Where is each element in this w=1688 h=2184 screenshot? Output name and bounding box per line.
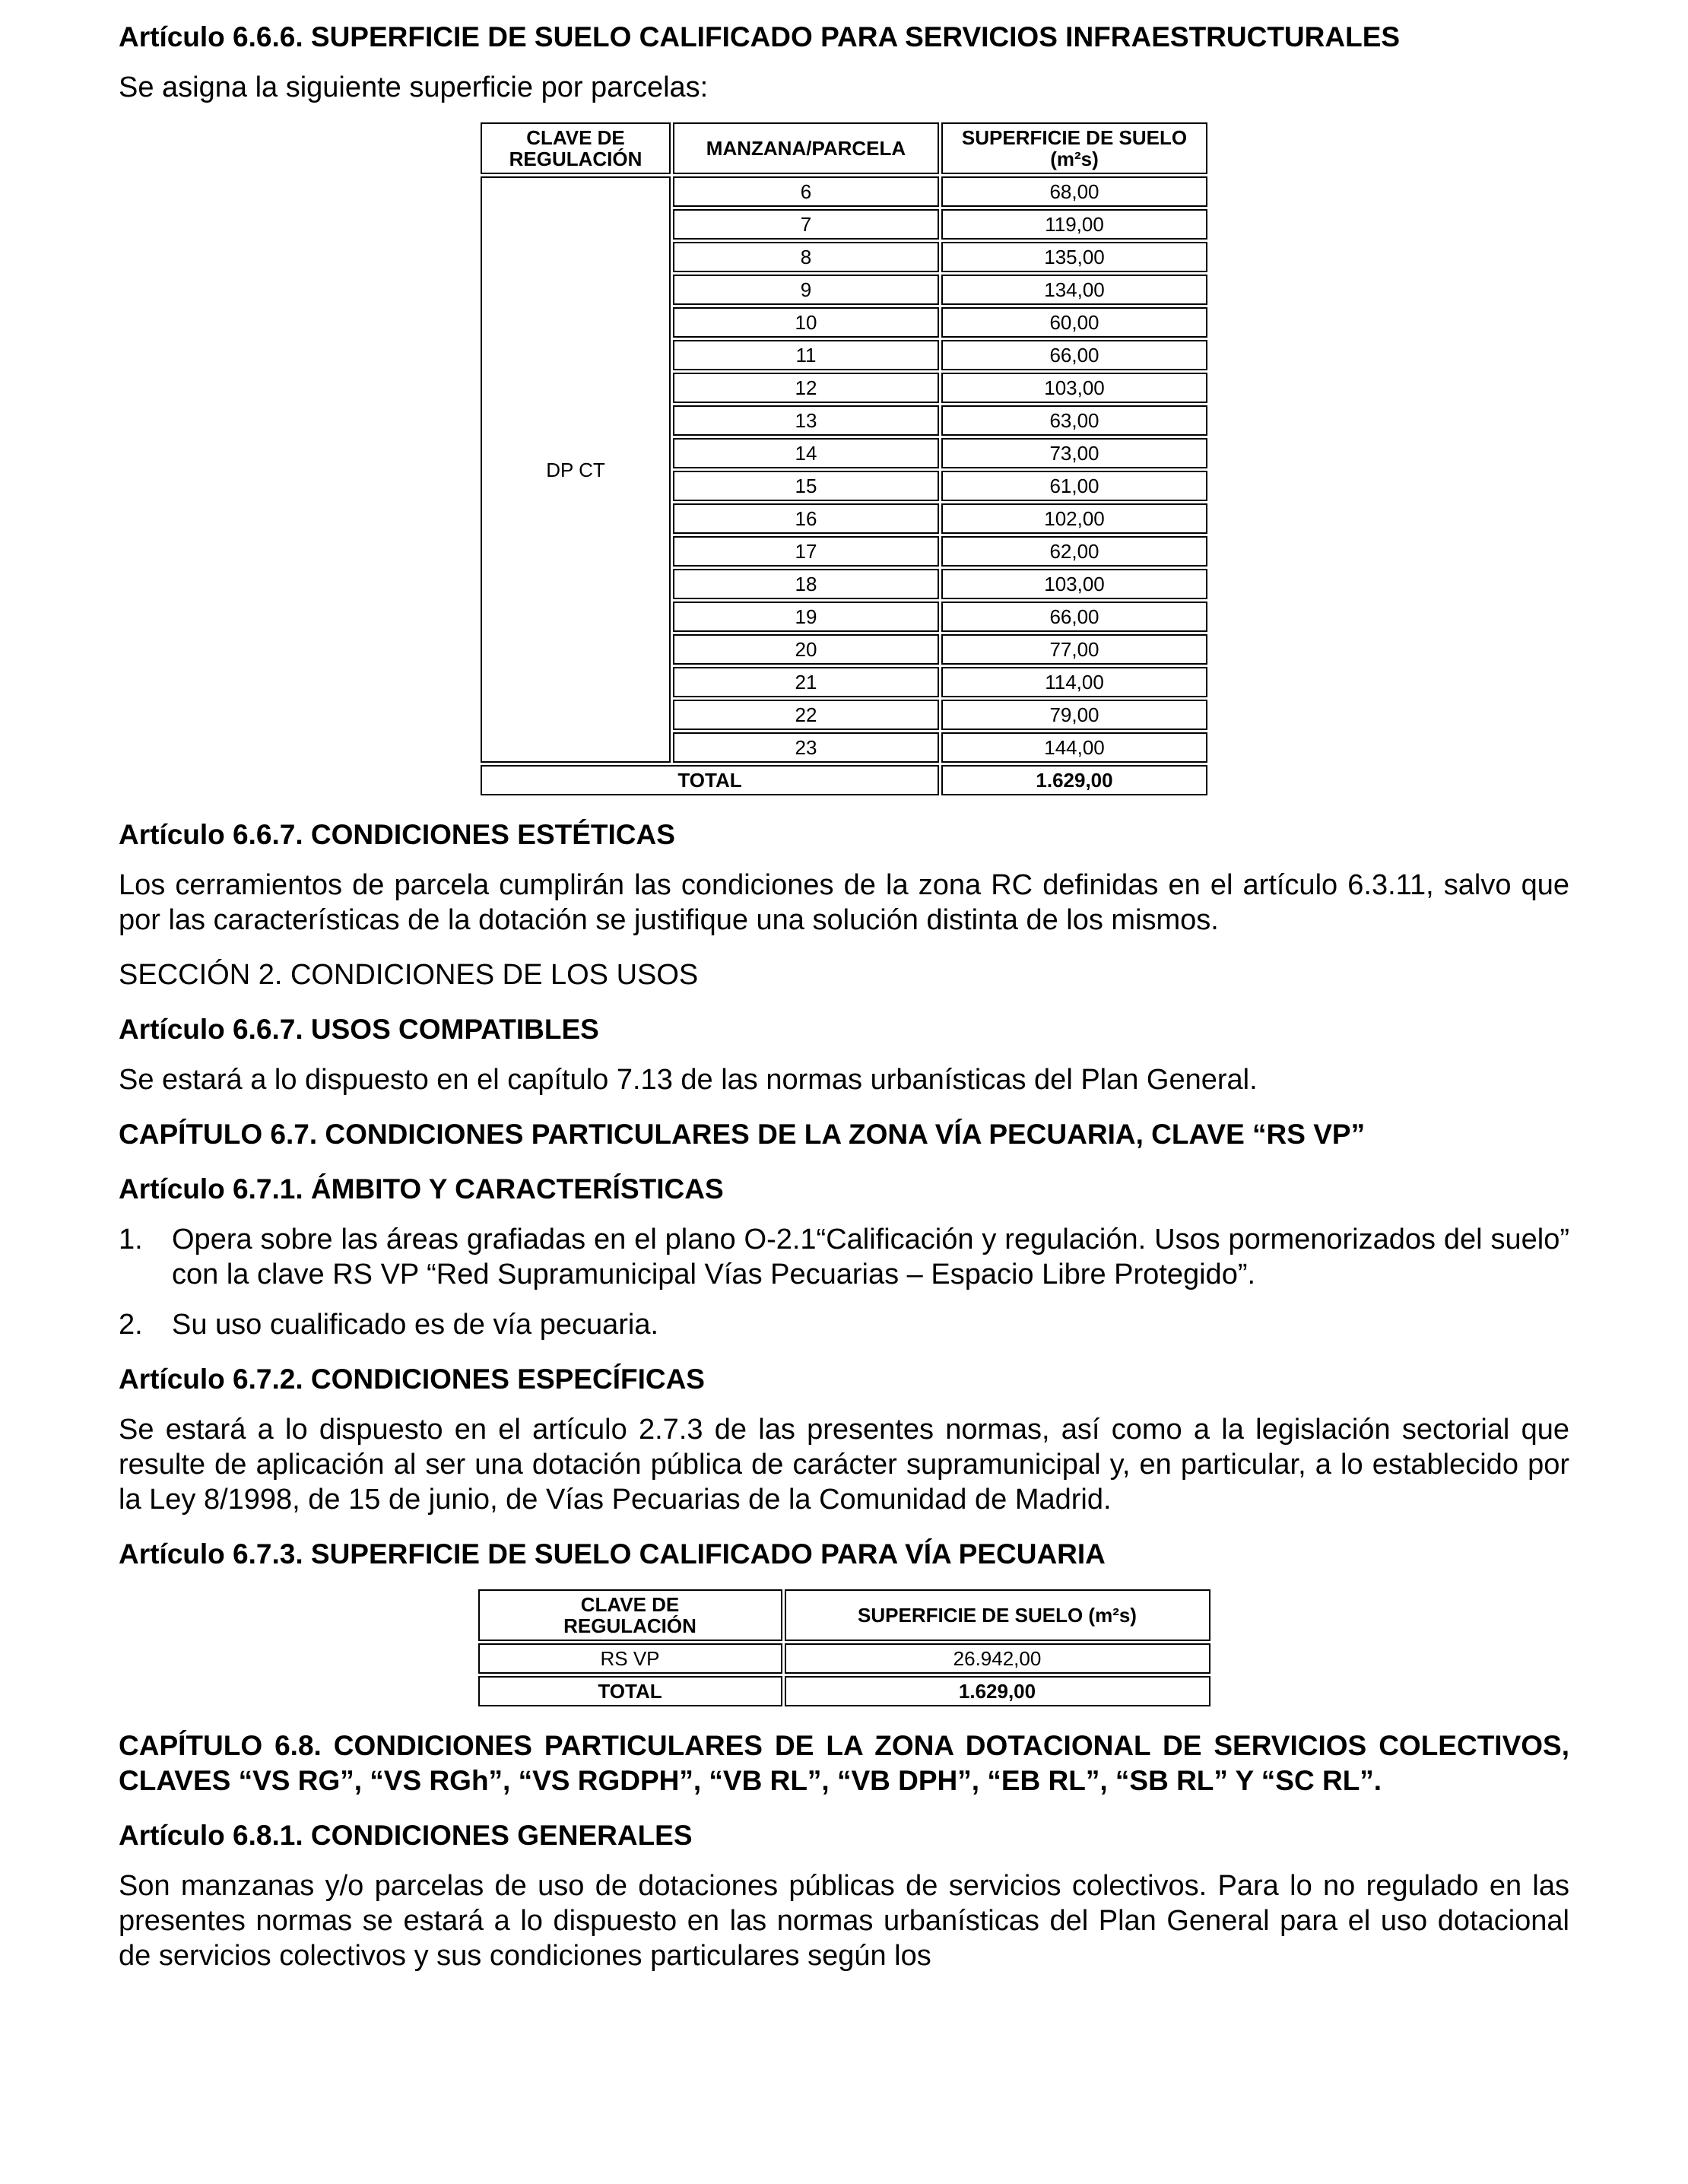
parcela-cell: 16 (673, 503, 939, 534)
superficie-cell: 119,00 (941, 209, 1207, 240)
list-item-text: Su uso cualificado es de vía pecuaria. (172, 1309, 659, 1341)
superficie-cell: 103,00 (941, 569, 1207, 599)
table1-header-manzana: MANZANA/PARCELA (673, 122, 939, 174)
table2-header-clave-text: CLAVE DE REGULACIÓN (563, 1593, 696, 1637)
table-row (478, 1643, 1210, 1674)
parcela-cell: 8 (673, 242, 939, 272)
superficie-cell: 61,00 (941, 471, 1207, 501)
table2-superficie-cell: 26.942,00 (785, 1643, 1210, 1674)
parcela-cell: 10 (673, 307, 939, 338)
table2-total-value: 1.629,00 (785, 1676, 1210, 1706)
parcela-cell: 7 (673, 209, 939, 240)
article-681-title: Artículo 6.8.1. CONDICIONES GENERALES (119, 1820, 693, 1851)
parcela-cell: 12 (673, 373, 939, 403)
parcela-cell: 6 (673, 176, 939, 207)
table1-header-clave: CLAVE DE REGULACIÓN (481, 122, 671, 174)
article-672-title: Artículo 6.7.2. CONDICIONES ESPECÍFICAS (119, 1363, 705, 1395)
article-667-esteticas-body: Los cerramientos de parcela cumplirán las condiciones de la zona RC definidas en el artículo 6.3.11, salvo que por las características de la dotación se justifique una solución distinta de los mismos. (119, 869, 1569, 936)
capitulo-68-title: CAPÍTULO 6.8. CONDICIONES PARTICULARES DE LA ZONA DOTACIONAL DE SERVICIOS COLECTIVOS, CLAVES “VS RG”, “VS RGh”, “VS RGDPH”, “VB RL”, “VB DPH”, “EB RL”, “SB RL” Y “SC RL”. (119, 1730, 1569, 1796)
superficie-cell: 134,00 (941, 275, 1207, 305)
list-item-text: Opera sobre las áreas grafiadas en el plano O-2.1“Calificación y regulación. Usos pormenorizados del suelo” con la clave RS VP “Red Supramunicipal Vías Pecuarias – Espacio Libre Protegido”. (172, 1224, 1569, 1290)
superficie-cell: 66,00 (941, 340, 1207, 370)
capitulo-67-title: CAPÍTULO 6.7. CONDICIONES PARTICULARES DE LA ZONA VÍA PECUARIA, CLAVE “RS VP” (119, 1119, 1366, 1150)
article-671-title: Artículo 6.7.1. ÁMBITO Y CARACTERÍSTICAS (119, 1173, 724, 1205)
superficie-cell: 68,00 (941, 176, 1207, 207)
table-row (481, 176, 1207, 207)
superficie-cell: 77,00 (941, 634, 1207, 665)
article-673-title: Artículo 6.7.3. SUPERFICIE DE SUELO CALIFICADO PARA VÍA PECUARIA (119, 1538, 1106, 1570)
seccion-2-title: SECCIÓN 2. CONDICIONES DE LOS USOS (119, 959, 699, 991)
superficie-cell: 73,00 (941, 438, 1207, 468)
superficie-cell: 60,00 (941, 307, 1207, 338)
superficie-cell: 79,00 (941, 700, 1207, 730)
table-total-row (481, 765, 1207, 795)
parcela-cell: 9 (673, 275, 939, 305)
list-item (119, 1222, 1569, 1292)
superficie-parcelas-table (478, 120, 1210, 798)
table2-header-superficie: SUPERFICIE DE SUELO (m²s) (785, 1589, 1210, 1641)
parcela-cell: 20 (673, 634, 939, 665)
article-666-title: Artículo 6.6.6. SUPERFICIE DE SUELO CALIFICADO PARA SERVICIOS INFRAESTRUCTURALES (119, 21, 1401, 52)
parcela-cell: 18 (673, 569, 939, 599)
article-667-usos-title: Artículo 6.6.7. USOS COMPATIBLES (119, 1014, 599, 1045)
list-item-number: 1. (119, 1224, 143, 1255)
parcela-cell: 22 (673, 700, 939, 730)
table2-header-row (478, 1589, 1210, 1641)
superficie-cell: 66,00 (941, 602, 1207, 632)
clave-regulacion-cell: DP CT (481, 176, 671, 763)
parcela-cell: 17 (673, 536, 939, 567)
table1-total-value: 1.629,00 (941, 765, 1207, 795)
superficie-cell: 102,00 (941, 503, 1207, 534)
article-672-body: Se estará a lo dispuesto en el artículo 2.7.3 de las presentes normas, así como a la legislación sectorial que resulte de aplicación al ser una dotación pública de carácter supramunicipal y, en particular, a lo establecido por la Ley 8/1998, de 15 de junio, de Vías Pecuarias de la Comunidad de Madrid. (119, 1414, 1569, 1516)
article-667-usos-body: Se estará a lo dispuesto en el capítulo 7.13 de las normas urbanísticas del Plan General. (119, 1064, 1258, 1096)
superficie-cell: 144,00 (941, 732, 1207, 763)
superficie-cell: 63,00 (941, 405, 1207, 436)
superficie-via-pecuaria-table (476, 1587, 1213, 1709)
superficie-cell: 103,00 (941, 373, 1207, 403)
article-681-body: Son manzanas y/o parcelas de uso de dotaciones públicas de servicios colectivos. Para lo no regulado en las presentes normas se estará a lo dispuesto en las normas urbanísticas del Plan General para el uso dotacional de servicios colectivos y sus condiciones particulares según los (119, 1870, 1569, 1972)
article-667-esteticas-title: Artículo 6.6.7. CONDICIONES ESTÉTICAS (119, 819, 675, 850)
parcela-cell: 15 (673, 471, 939, 501)
table2-total-label: TOTAL (478, 1676, 782, 1706)
article-666-intro: Se asigna la siguiente superficie por parcelas: (119, 71, 709, 103)
table1-total-label: TOTAL (481, 765, 939, 795)
table-total-row (478, 1676, 1210, 1706)
parcela-cell: 14 (673, 438, 939, 468)
superficie-cell: 114,00 (941, 667, 1207, 697)
table2-clave-cell: RS VP (478, 1643, 782, 1674)
table1-header-row (481, 122, 1207, 174)
list-item-number: 2. (119, 1309, 143, 1341)
parcela-cell: 11 (673, 340, 939, 370)
table1-header-superficie: SUPERFICIE DE SUELO (m²s) (941, 122, 1207, 174)
table2-header-clave (478, 1589, 782, 1641)
parcela-cell: 21 (673, 667, 939, 697)
parcela-cell: 19 (673, 602, 939, 632)
parcela-cell: 23 (673, 732, 939, 763)
parcela-cell: 13 (673, 405, 939, 436)
list-item (119, 1307, 1569, 1342)
superficie-cell: 62,00 (941, 536, 1207, 567)
superficie-cell: 135,00 (941, 242, 1207, 272)
